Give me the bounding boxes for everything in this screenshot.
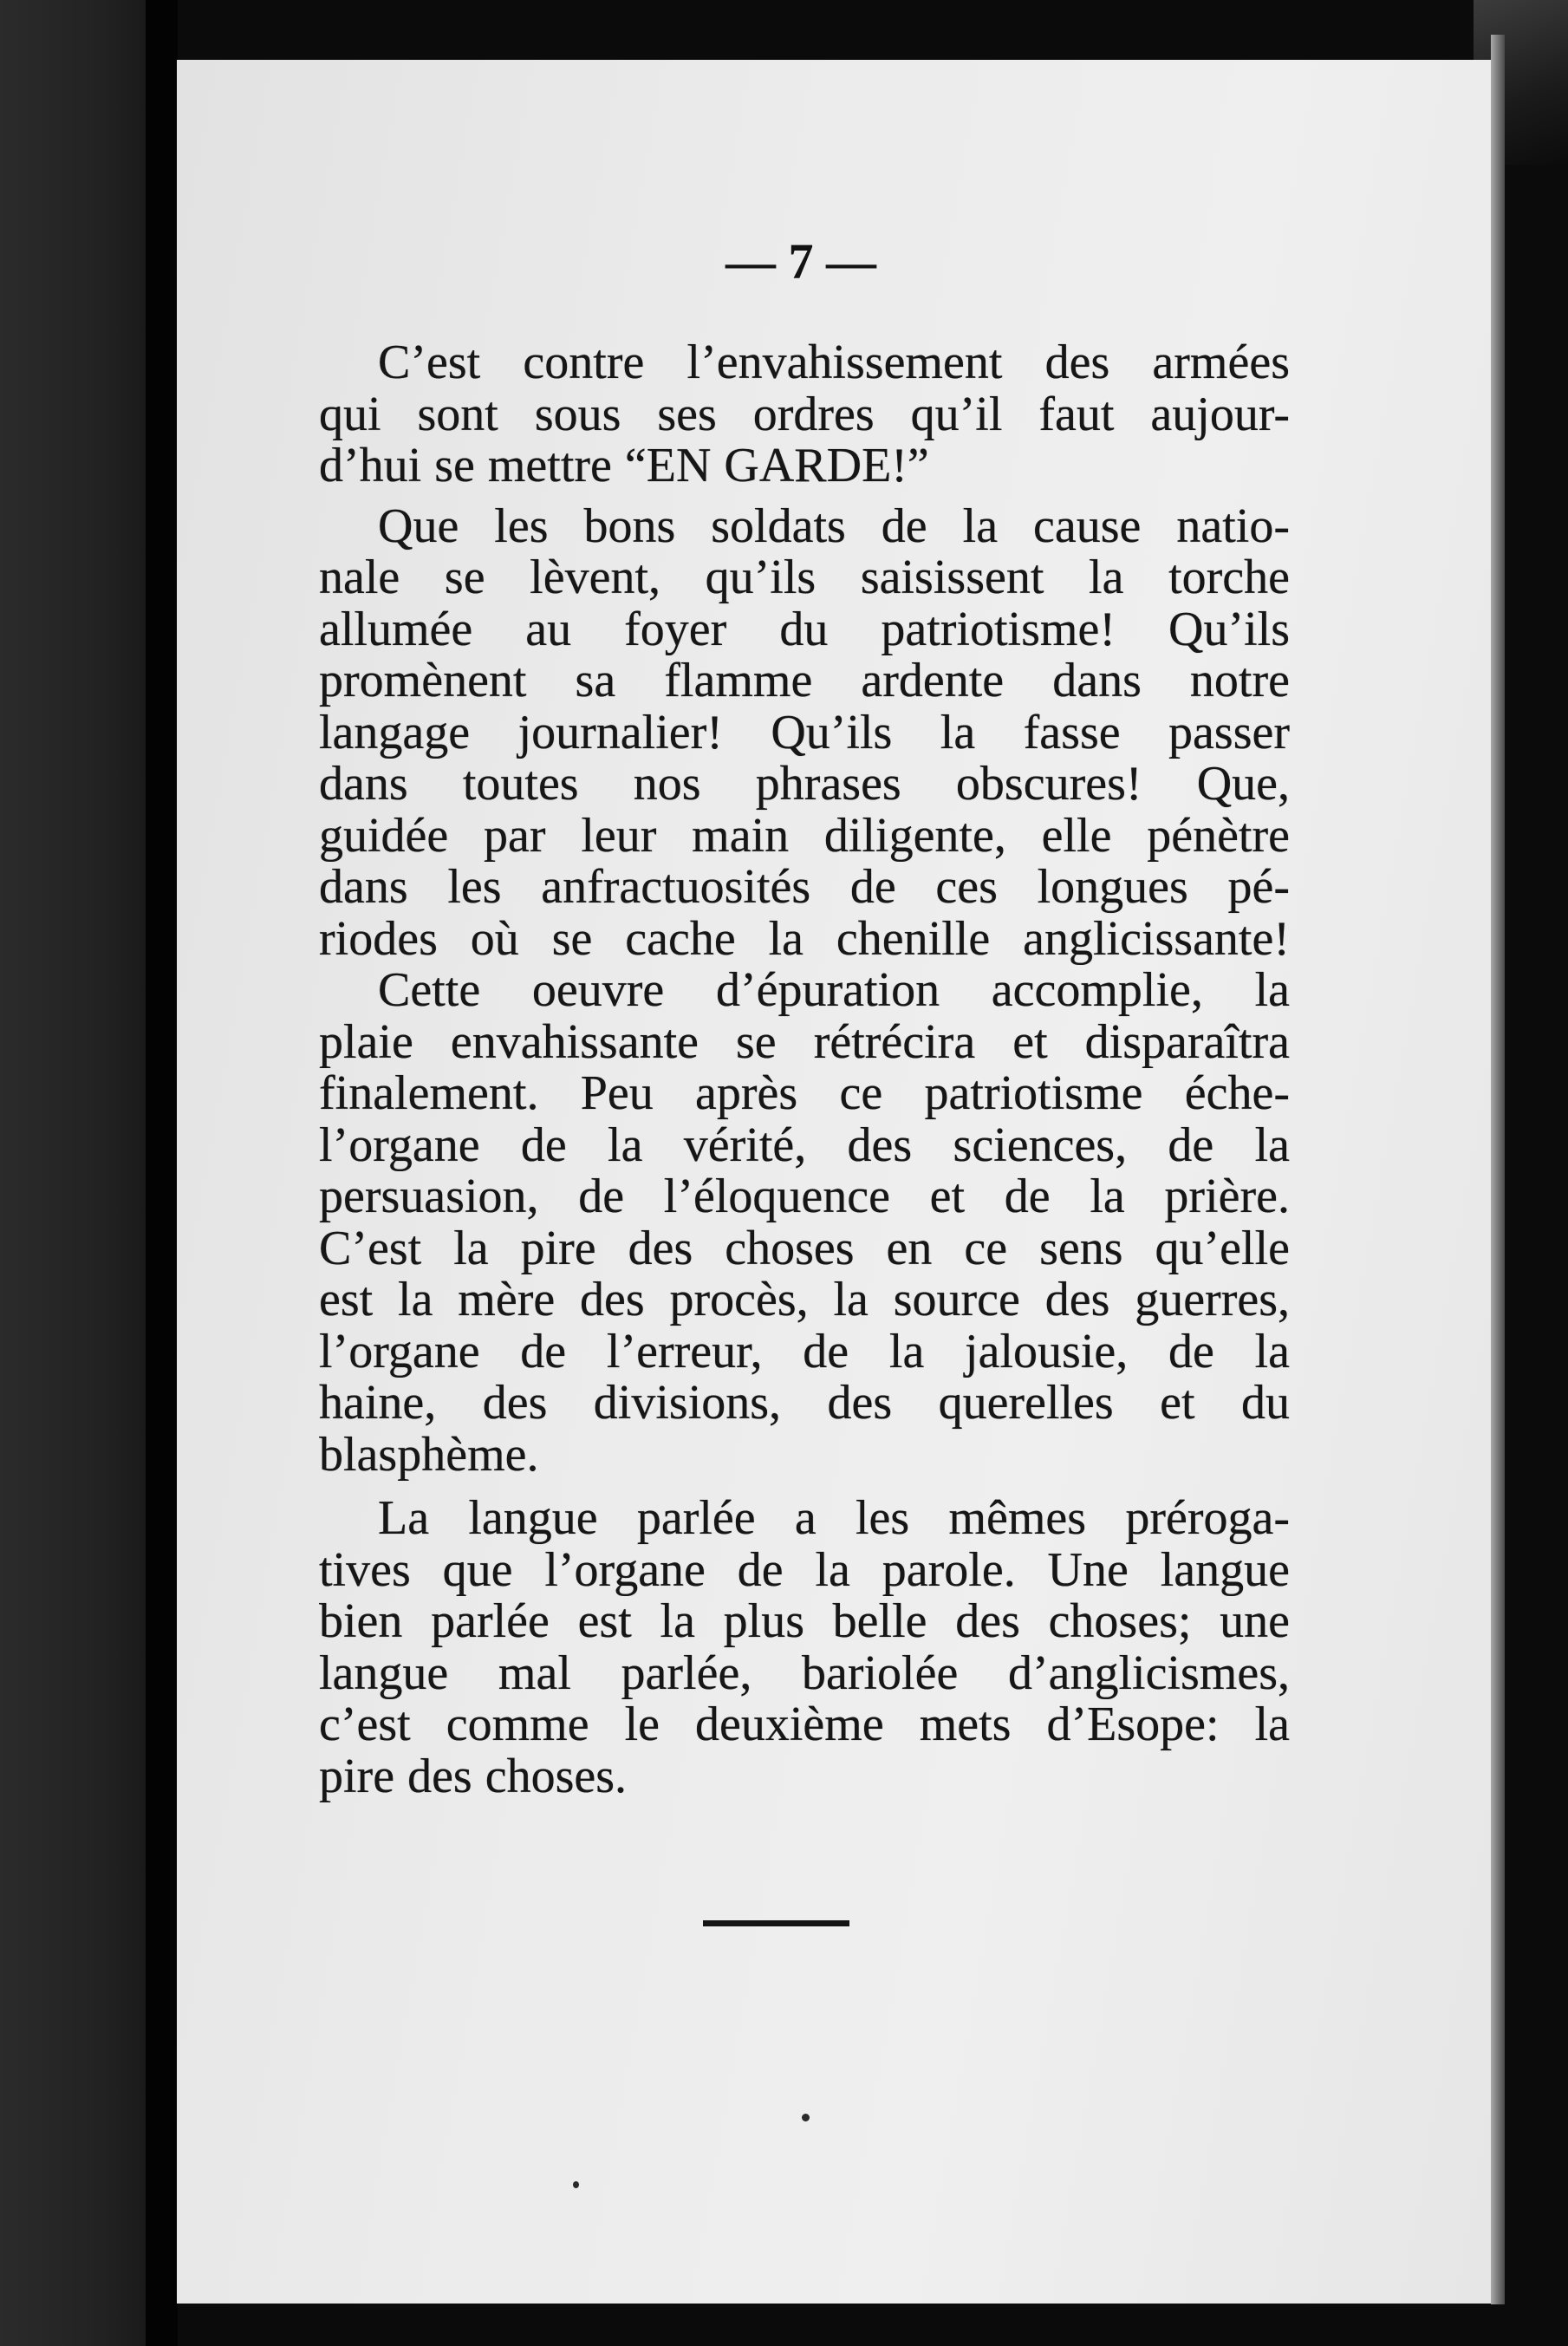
text-line: qui sont sous ses ordres qu’il faut aujour- — [319, 388, 1290, 440]
facing-page-edge — [0, 0, 146, 2346]
text-line: persuasion, de l’éloquence et de la prière. — [319, 1171, 1290, 1223]
text-line: riodes où se cache la chenille anglicissante! — [319, 913, 1290, 965]
text-line: bien parlée est la plus belle des choses; une — [319, 1596, 1290, 1648]
text-line: La langue parlée a les mêmes préroga- — [378, 1493, 1290, 1545]
text-line: l’organe de la vérité, des sciences, de la — [319, 1119, 1290, 1171]
page-right-edge — [1491, 35, 1505, 2304]
text-line: allumée au foyer du patriotisme! Qu’ils — [319, 603, 1290, 655]
text-line: langue mal parlée, bariolée d’anglicismes, — [319, 1647, 1290, 1699]
text-line: haine, des divisions, des querelles et du — [319, 1378, 1290, 1430]
text-line: d’hui se mettre “EN GARDE!” — [319, 440, 929, 492]
ink-speck — [573, 2181, 579, 2188]
text-line: promènent sa flamme ardente dans notre — [319, 655, 1290, 707]
paragraph — [319, 337, 1290, 492]
text-line: l’organe de l’erreur, de la jalousie, de la — [319, 1326, 1290, 1378]
text-line: Que les bons soldats de la cause natio- — [378, 500, 1290, 552]
text-line: langage journalier! Qu’ils la fasse passer — [319, 707, 1290, 759]
ink-speck — [802, 2114, 810, 2121]
text-line: dans les anfractuosités de ces longues pé- — [319, 862, 1290, 914]
paragraph — [319, 1493, 1290, 1802]
binding-gutter — [146, 0, 178, 2346]
text-line: c’est comme le deuxième mets d’Esope: la — [319, 1699, 1290, 1751]
section-end-rule — [703, 1920, 849, 1926]
page-number: — 7 — — [725, 233, 876, 290]
text-line: blasphème. — [319, 1429, 539, 1481]
paragraph — [319, 965, 1290, 1481]
text-line: guidée par leur main diligente, elle pénètre — [319, 810, 1290, 862]
body-text — [319, 337, 1290, 1802]
text-line: pire des choses. — [319, 1750, 628, 1802]
text-line: est la mère des procès, la source des guerres, — [319, 1274, 1290, 1326]
paragraph — [319, 501, 1290, 966]
text-line: Cette oeuvre d’épuration accomplie, la — [378, 965, 1290, 1017]
text-line: C’est la pire des choses en ce sens qu’elle — [319, 1222, 1290, 1274]
text-line: C’est contre l’envahissement des armées — [378, 337, 1290, 389]
text-line: nale se lèvent, qu’ils saisissent la torche — [319, 552, 1290, 604]
book-page — [177, 60, 1491, 2304]
text-line: plaie envahissante se rétrécira et disparaîtra — [319, 1016, 1290, 1068]
text-line: tives que l’organe de la parole. Une langue — [319, 1544, 1290, 1596]
text-line: finalement. Peu après ce patriotisme éche- — [319, 1068, 1290, 1120]
text-line: dans toutes nos phrases obscures! Que, — [319, 759, 1290, 811]
